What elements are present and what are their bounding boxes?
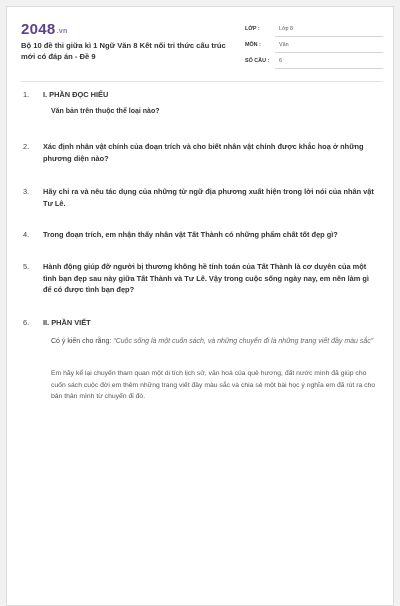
meta-underline: [275, 36, 383, 37]
meta-key: LỚP :: [245, 26, 260, 32]
section-heading: II. PHẦN VIẾT: [43, 318, 91, 327]
section-heading: I. PHẦN ĐỌC HIỂU: [43, 90, 109, 99]
question-text: Hành động giúp đỡ người bị thương không hề tính toán của Tất Thành là cơ duyên của một tình bạn đẹp sau này giữa Tất Thành và Tư Lê. Vậy trong cuộc sống ngày nay, em nên làm gì để có được tình bạn đẹp?: [43, 262, 369, 294]
quote-block: [51, 336, 379, 347]
meta-row-class: [245, 24, 383, 40]
meta-value: 6: [279, 58, 282, 64]
question-number: 5.: [23, 262, 30, 271]
meta-underline: [275, 52, 383, 53]
meta-row-subject: [245, 40, 383, 56]
quote-text: “Cuộc sống là một cuốn sách, và những chuyến đi là những trang viết đầy màu sắc”: [113, 338, 374, 345]
question-number: 3.: [23, 187, 30, 196]
question-1: [23, 89, 379, 101]
question-text: Trong đoạn trích, em nhận thấy nhân vật Tất Thành có những phẩm chất tốt đẹp gì?: [43, 230, 338, 239]
question-text: Xác định nhân vật chính của đoạn trích và cho biết nhân vật chính được khắc hoạ ở những phương diện nào?: [43, 142, 364, 163]
header-divider: [21, 81, 383, 82]
quote-intro: Có ý kiến cho rằng:: [51, 338, 114, 345]
meta-row-question-count: [245, 56, 383, 72]
meta-key: SỐ CÂU :: [245, 58, 270, 64]
question-3: [23, 186, 379, 209]
writing-prompt: Em hãy kể lại chuyến tham quan một di tích lịch sử, văn hoá của quê hương, đất nước mình đã giúp cho cuốn sách cuộc đời em thêm những trang viết đầy màu sắc và chia sẻ một bài học ý nghĩa em đã rút ra cho bản thân mình từ chuyến đi đó.: [51, 370, 376, 400]
question-5: [23, 261, 379, 296]
document-title: Bộ 10 đề thi giữa kì 1 Ngữ Văn 8 Kết nối tri thức cấu trúc mới có đáp án - Đề 9: [21, 41, 226, 61]
meta-value: Văn: [279, 42, 289, 48]
logo-text: 2048: [21, 21, 56, 38]
site-logo[interactable]: [21, 21, 68, 38]
question-text: Hãy chỉ ra và nêu tác dụng của những từ ngữ địa phương xuất hiện trong lời nói của nhân vật Tư Lê.: [43, 187, 374, 208]
question-2: [23, 141, 379, 164]
question-number: 2.: [23, 142, 30, 151]
question-number: 1.: [23, 90, 30, 99]
meta-underline: [275, 68, 383, 69]
question-1-prompt: Văn bản trên thuộc thể loại nào?: [51, 108, 160, 115]
question-4: [23, 229, 379, 241]
question-number: 4.: [23, 230, 30, 239]
question-6: [23, 317, 379, 329]
question-number: 6.: [23, 318, 30, 327]
meta-key: MÔN :: [245, 42, 261, 48]
document-page: [6, 6, 394, 606]
meta-value: Lớp 8: [279, 26, 294, 32]
document-header: [21, 19, 383, 77]
logo-suffix: .vn: [56, 28, 68, 35]
meta-info: [245, 24, 383, 72]
